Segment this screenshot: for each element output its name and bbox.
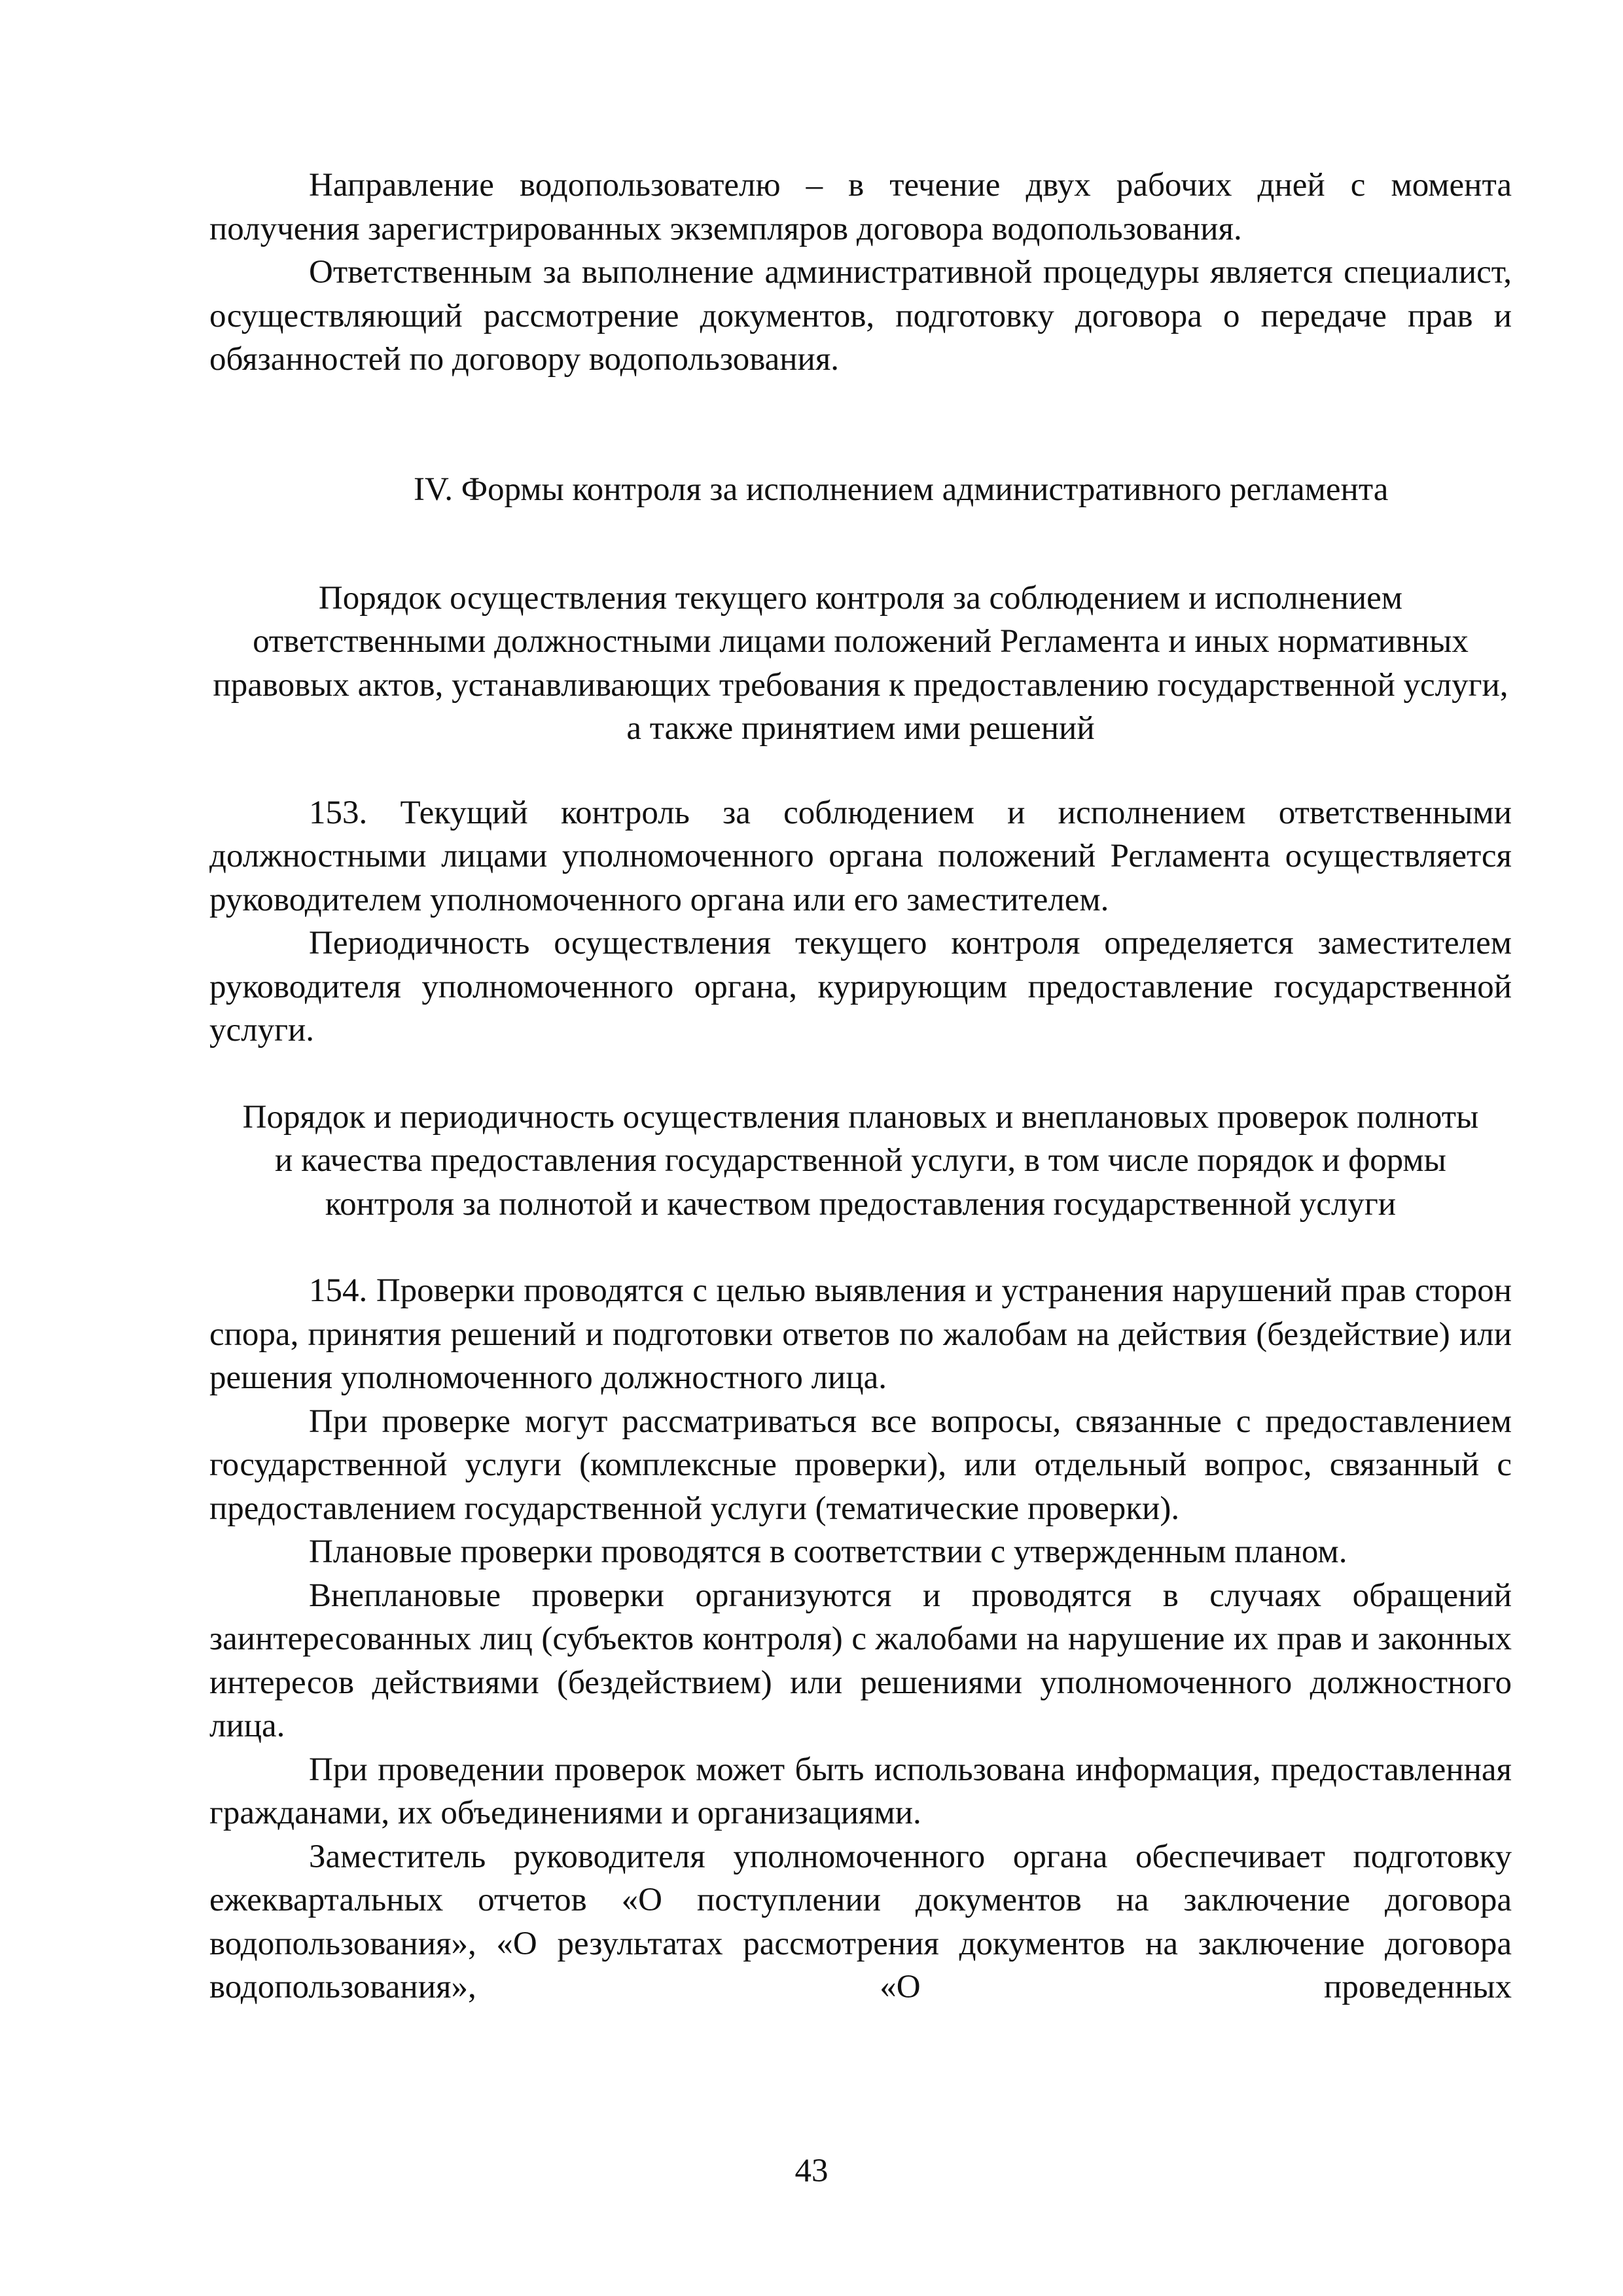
- paragraph-inspection-information: При проведении проверок может быть использована информация, предоставленная гражданами, их объединениями и организациями.: [209, 1751, 1512, 1831]
- spacer: [209, 1052, 1512, 1096]
- paragraph-responsible: Ответственным за выполнение административной процедуры является специалист, осуществляющий рассмотрение документов, подготовку договора о передаче прав и обязанностей по договору водопользования.: [209, 254, 1512, 378]
- spacer: [209, 511, 1512, 577]
- subsection-title-inspections: Порядок и периодичность осуществления плановых и внеплановых проверок полноты и качества предоставления государственной услуги, в том числе порядок и формы контроля за полнотой и качеством предоставления государственной услуги: [242, 1098, 1479, 1223]
- spacer: [209, 1226, 1512, 1269]
- paragraph-periodicity: Периодичность осуществления текущего контроля определяется заместителем руководителя уполномоченного органа, курирующим предоставление государственной услуги.: [209, 925, 1512, 1049]
- spacer: [209, 382, 1512, 468]
- document-page: [209, 164, 1512, 2009]
- section-title: IV. Формы контроля за исполнением административного регламента: [414, 471, 1389, 508]
- paragraph-153: 153. Текущий контроль за соблюдением и исполнением ответственными должностными лицами уполномоченного органа положений Регламента осуществляется руководителем уполномоченного органа или его заместителем.: [209, 794, 1512, 918]
- page-number: 43: [794, 2153, 829, 2189]
- paragraph-154: 154. Проверки проводятся с целью выявления и устранения нарушений прав сторон спора, принятия решений и подготовки ответов по жалобам на действия (бездействие) или решения уполномоченного должностного лица.: [209, 1272, 1512, 1396]
- subsection-title-current-control: Порядок осуществления текущего контроля за соблюдением и исполнением ответственными должностными лицами положений Регламента и иных нормативных правовых актов, устанавливающих требования к предоставлению государственной услуги, а также принятием ими решений: [213, 579, 1508, 747]
- paragraph-quarterly-reports: Заместитель руководителя уполномоченного органа обеспечивает подготовку ежеквартальных отчетов «О поступлении документов на заключение договора водопользования», «О результатах рассмотрения документов на заключение договора водопользования», «О проведенных: [209, 1838, 1512, 2005]
- paragraph-planned-inspections: Плановые проверки проводятся в соответствии с утвержденным планом.: [309, 1534, 1347, 1570]
- paragraph-inspection-scope: При проверке могут рассматриваться все вопросы, связанные с предоставлением государственной услуги (комплексные проверки), или отдельный вопрос, связанный с предоставлением государственной услуги (тематические проверки).: [209, 1403, 1512, 1527]
- spacer: [209, 751, 1512, 791]
- paragraph-delivery: Направление водопользователю – в течение двух рабочих дней с момента получения зарегистрированных экземпляров договора водопользования.: [209, 167, 1512, 247]
- paragraph-unplanned-inspections: Внеплановые проверки организуются и проводятся в случаях обращений заинтересованных лиц (субъектов контроля) с жалобами на нарушение их прав и законных интересов действиями (бездействием) или решениями уполномоченного должностного лица.: [209, 1577, 1512, 1744]
